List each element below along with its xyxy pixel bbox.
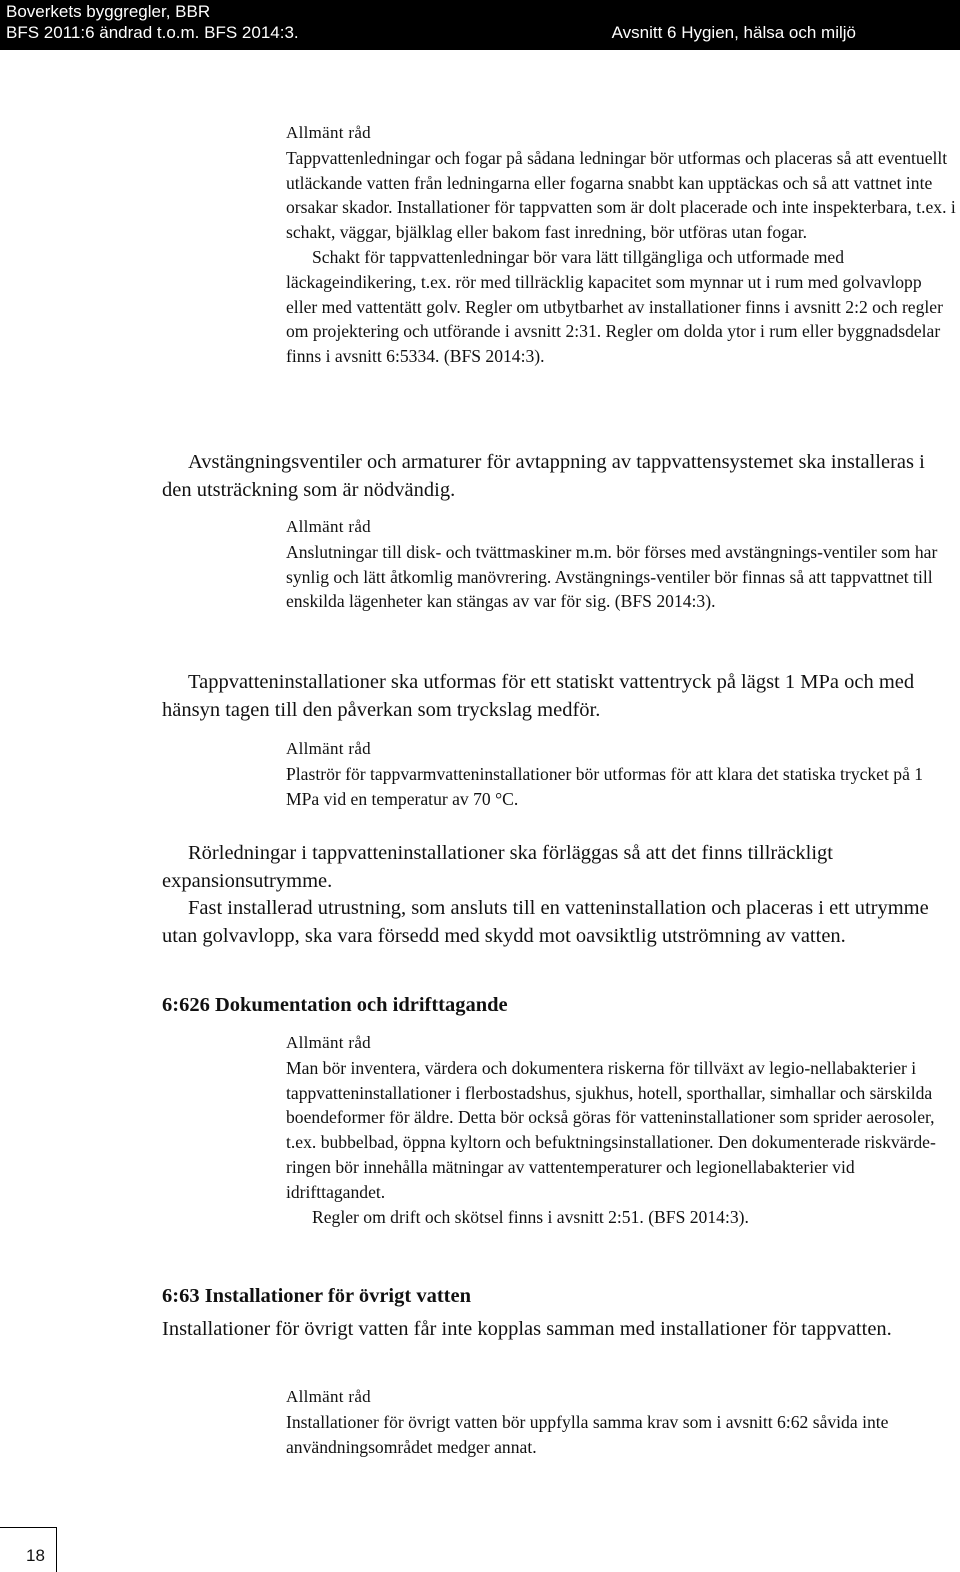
page-number-box <box>0 1527 57 1572</box>
general-advice-block <box>286 1385 956 1459</box>
requirement-paragraph <box>162 840 957 950</box>
general-advice-block <box>286 515 956 614</box>
advice-label: Allmänt råd <box>286 517 371 536</box>
requirement-text: Tappvatteninstallationer ska utformas för ett statiskt vattentryck på lägst 1 MPa och med hänsyn tagen till den påverkan som tryckslag medför. <box>162 671 915 721</box>
requirement-paragraph <box>162 669 957 724</box>
requirement-text: Rörledningar i tappvatteninstallationer ska förläggas så att det finns tillräckligt expansionsutrymme. <box>162 842 833 892</box>
advice-paragraph: Installationer för övrigt vatten bör uppfylla samma krav som i avsnitt 6:62 såvida inte användningsområdet medger annat. <box>286 1411 889 1457</box>
advice-label: Allmänt råd <box>286 739 371 758</box>
requirement-text: Avstängningsventiler och armaturer för avtappning av tappvattensystemet ska installeras i den utsträckning som är nödvändig. <box>162 451 925 501</box>
requirement-text: Installationer för övrigt vatten får inte kopplas samman med installationer för tappvatten. <box>162 1318 892 1340</box>
header-section: Avsnitt 6 Hygien, hälsa och miljö <box>611 23 856 42</box>
advice-paragraph: Schakt för tappvattenledningar bör vara lätt tillgängliga och utformade med läckageindikering, t.ex. rör med tillräcklig kapacitet som mynnar ut i rum med golvavlopp eller med vattentätt golv. Regler om utbytbarhet av installationer finns i avsnitt 2:2 och regler om projektering och utförande i avsnitt 2:31. Regler om dolda ytor i rum eller byggnadsdelar finns i avsnitt 6:5334. (BFS 2014:3). <box>286 246 943 367</box>
advice-label: Allmänt råd <box>286 1033 371 1052</box>
general-advice-block <box>286 121 956 369</box>
requirement-paragraph <box>162 449 957 504</box>
header-regulation: BFS 2011:6 ändrad t.o.m. BFS 2014:3. <box>6 23 299 42</box>
general-advice-block <box>286 737 956 811</box>
general-advice-block <box>286 1031 956 1229</box>
page-header <box>0 0 960 50</box>
header-title: Boverkets byggregler, BBR <box>6 2 211 21</box>
advice-label: Allmänt råd <box>286 123 371 142</box>
advice-paragraph: Man bör inventera, värdera och dokumentera riskerna för tillväxt av legio-nellabakterier i tappvatteninstallationer i flerbostadshus, sjukhus, hotell, sporthallar, simhallar och särskilda boendeformer för äldre. Detta bör också göras för vatteninstallationer som sprider aerosoler, t.ex. bubbelbad, öppna kyltorn och befuktningsinstallationer. Den dokumenterade riskvärde-ringen bör innehålla mätningar av vattentemperaturer och legionellabakterier vid idrifttagandet. <box>286 1057 936 1202</box>
section-heading: 6:626 Dokumentation och idrifttagande <box>162 994 508 1016</box>
advice-paragraph: Plaströr för tappvarmvatteninstallationer bör utformas för att klara det statiska trycket på 1 MPa vid en temperatur av 70 °C. <box>286 763 924 809</box>
advice-paragraph: Anslutningar till disk- och tvättmaskiner m.m. bör förses med avstängnings-ventiler som har synlig och lätt åtkomlig manövrering. Avstängnings-ventiler bör finnas så att tappvattnet till enskilda lägenheter kan stängas av var för sig. (BFS 2014:3). <box>286 541 938 612</box>
section-heading: 6:63 Installationer för övrigt vatten <box>162 1285 471 1307</box>
page-number: 18 <box>26 1546 45 1565</box>
advice-paragraph: Tappvattenledningar och fogar på sådana ledningar bör utformas och placeras så att eventuellt utläckande vatten från ledningarna eller fogarna snabbt kan upptäckas och så att vattnet inte orsakar skador. Installationer för tappvatten som är dolt placerade och inte inspekterbara, t.ex. i schakt, väggar, bjälklag eller bakom fast inredning, bör utföras utan fogar. <box>286 147 956 243</box>
advice-paragraph: Regler om drift och skötsel finns i avsnitt 2:51. (BFS 2014:3). <box>312 1206 749 1227</box>
advice-label: Allmänt råd <box>286 1387 371 1406</box>
requirement-paragraph <box>162 1316 957 1344</box>
requirement-text: Fast installerad utrustning, som ansluts till en vatteninstallation och placeras i ett utrymme utan golvavlopp, ska vara försedd med skydd mot oavsiktlig utströmning av vatten. <box>162 897 929 947</box>
